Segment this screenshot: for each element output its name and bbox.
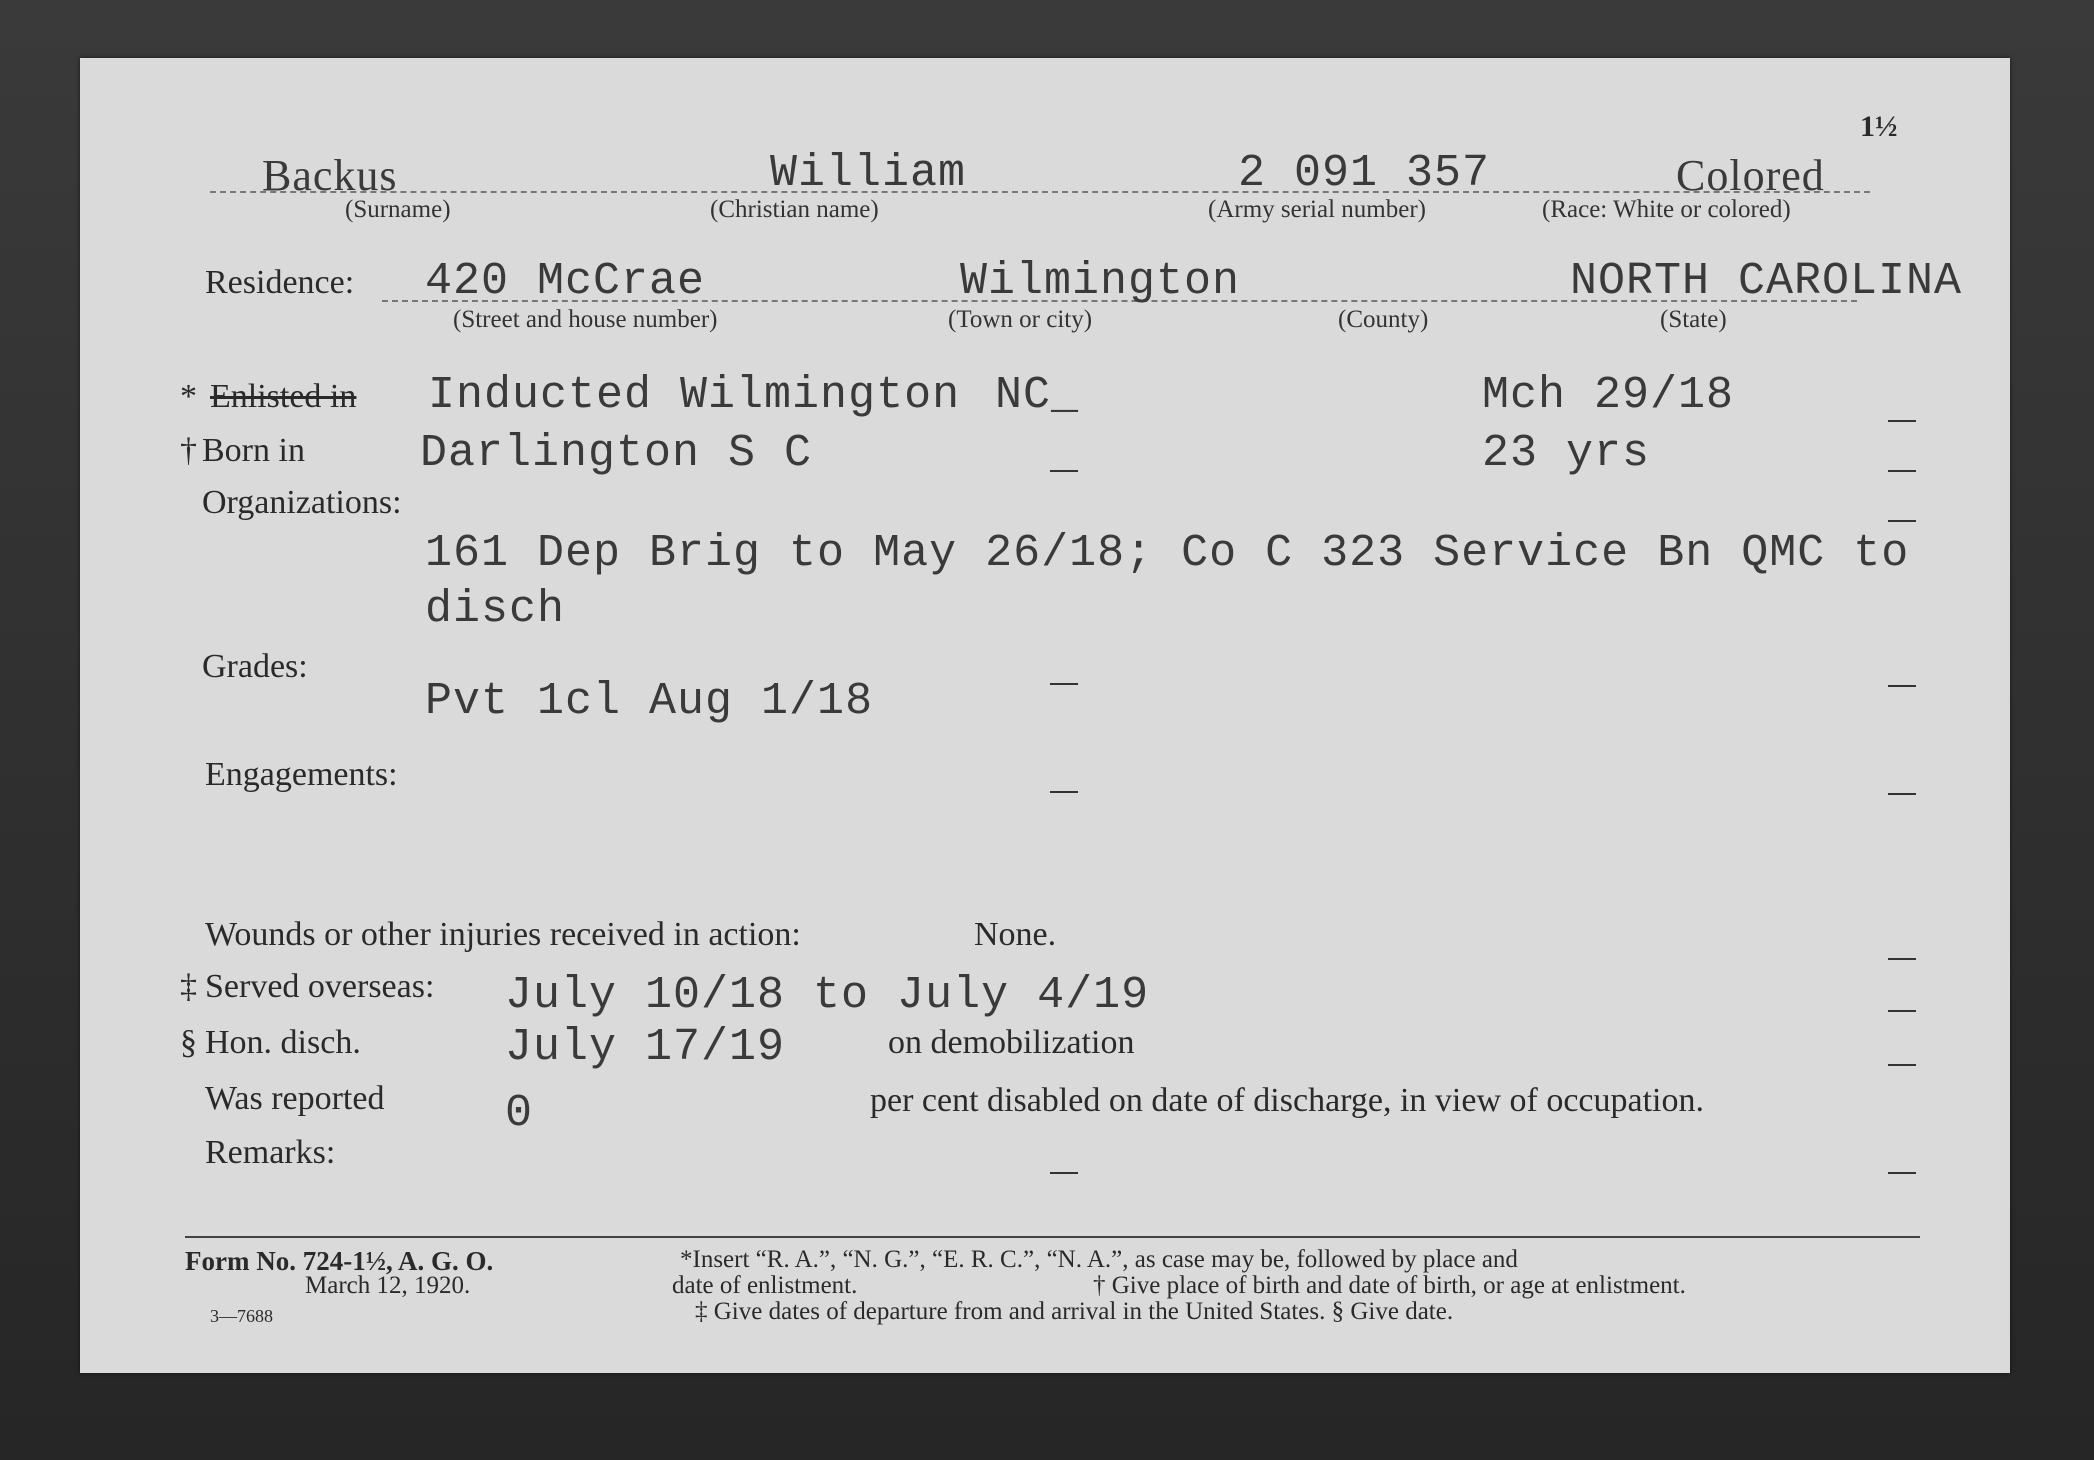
grades-label: Grades: [202, 648, 308, 685]
street-caption: (Street and house number) [453, 306, 718, 333]
footer-rule [185, 1236, 1920, 1238]
hon-note: on demobilization [888, 1024, 1135, 1061]
organizations-line1: 161 Dep Brig to May 26/18; Co C 323 Service Bn QMC to [425, 528, 1910, 579]
county-caption: (County) [1338, 306, 1429, 333]
margin-dash [1888, 520, 1916, 522]
enlisted-date-value: Mch 29/18 [1482, 370, 1735, 421]
form-number: Form No. 724-1½, A. G. O. [185, 1246, 494, 1276]
served-mark: ‡ [180, 968, 197, 1005]
state-value: NORTH CAROLINA [1570, 256, 1963, 307]
footnote-enlistment-date: date of enlistment. [672, 1272, 858, 1299]
born-value: Darlington S C [420, 428, 813, 479]
enlisted-star: * [180, 378, 197, 415]
surname-value: Backus [262, 151, 398, 200]
margin-dash [1888, 958, 1916, 960]
service-record-card [80, 58, 2010, 1373]
wounds-label: Wounds or other injuries received in action: [205, 916, 801, 953]
margin-dash [1888, 793, 1916, 795]
margin-dash [1050, 470, 1078, 472]
surname-caption: (Surname) [345, 196, 451, 223]
margin-dash [1888, 420, 1916, 422]
margin-dash [1050, 791, 1078, 793]
margin-dash [1888, 1064, 1916, 1066]
wounds-value: None. [974, 916, 1057, 953]
born-age-value: 23 yrs [1482, 428, 1651, 479]
reported-label: Was reported [205, 1080, 385, 1117]
margin-dash [1888, 1010, 1916, 1012]
hon-mark: § [180, 1024, 197, 1061]
organizations-line2: disch [425, 584, 566, 635]
grades-value: Pvt 1cl Aug 1/18 [425, 676, 874, 727]
race-value: Colored [1676, 151, 1825, 200]
served-value: July 10/18 to July 4/19 [505, 970, 1150, 1021]
footnote-birth: † Give place of birth and date of birth, or age at enlistment. [1093, 1272, 1686, 1299]
margin-dash [1888, 1172, 1916, 1174]
hon-date-value: July 17/19 [505, 1022, 786, 1073]
serial-number-value: 2 091 357 [1238, 148, 1491, 199]
born-dagger: † [180, 432, 197, 469]
margin-dash [1888, 685, 1916, 687]
name-row-dotline [210, 191, 1870, 193]
footnote-insert: *Insert “R. A.”, “N. G.”, “E. R. C.”, “N. A.”, as case may be, followed by place and [680, 1246, 1518, 1273]
margin-dash [1888, 470, 1916, 472]
organizations-label: Organizations: [202, 484, 402, 521]
residence-label: Residence: [205, 264, 355, 301]
state-caption: (State) [1660, 306, 1727, 333]
town-caption: (Town or city) [948, 306, 1093, 333]
footnote-overseas: ‡ Give dates of departure from and arrival in the United States. § Give date. [695, 1298, 1454, 1325]
enlisted-label: Enlisted in [210, 378, 357, 415]
served-label: Served overseas: [205, 968, 435, 1005]
remarks-label: Remarks: [205, 1134, 336, 1171]
margin-dash [1050, 1172, 1078, 1174]
disabled-text: per cent disabled on date of discharge, in view of occupation. [870, 1082, 1704, 1119]
corner-mark: 1½ [1860, 110, 1898, 143]
born-label: Born in [202, 432, 305, 469]
hon-label: Hon. disch. [205, 1024, 361, 1061]
serial-caption: (Army serial number) [1208, 196, 1426, 223]
margin-dash [1050, 683, 1078, 685]
street-value: 420 McCrae [425, 256, 706, 307]
engagements-label: Engagements: [205, 756, 398, 793]
christian-caption: (Christian name) [710, 196, 879, 223]
reported-value: 0 [505, 1088, 534, 1139]
race-caption: (Race: White or colored) [1542, 196, 1791, 223]
enlisted-state-value: NC_ [995, 370, 1080, 421]
form-code: 3—7688 [210, 1306, 273, 1326]
town-value: Wilmington [960, 256, 1241, 307]
form-date: March 12, 1920. [305, 1272, 471, 1299]
enlisted-value: Inducted Wilmington [428, 370, 961, 421]
christian-name-value: William [770, 148, 967, 199]
